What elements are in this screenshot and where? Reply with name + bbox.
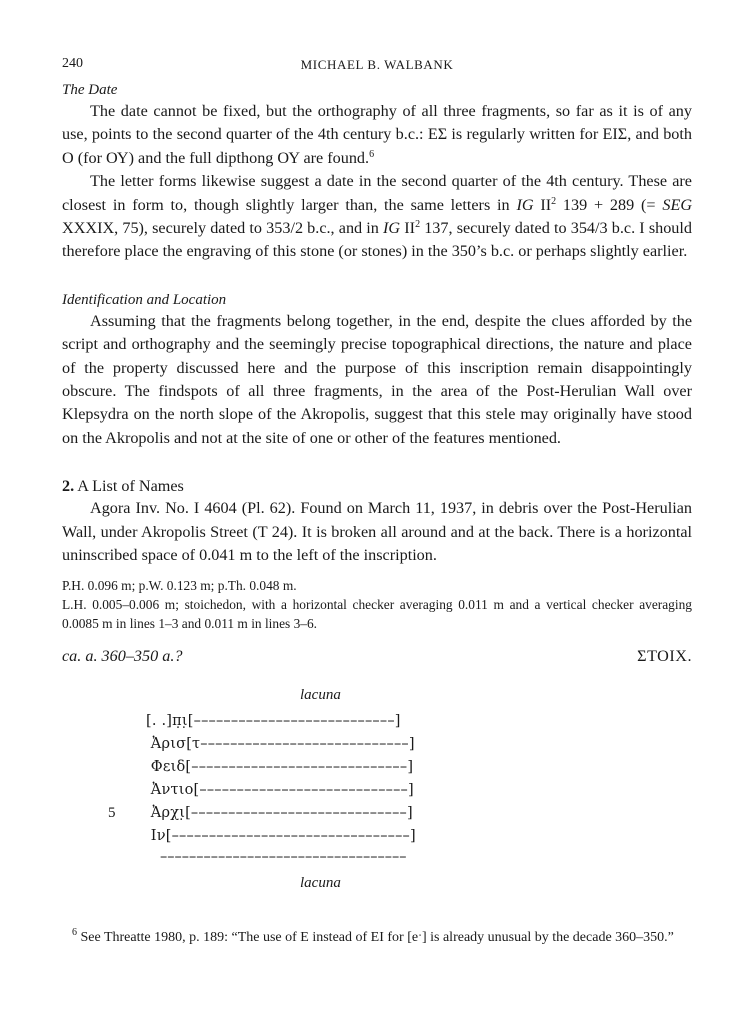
text-italic: SEG: [662, 195, 693, 214]
superscript: 2: [415, 219, 421, 231]
footnote-number: 6: [72, 927, 77, 938]
text-italic: IG: [516, 195, 534, 214]
text-italic: IG: [383, 219, 401, 238]
inscription-date: ca. a. 360–350 a.?: [62, 646, 183, 665]
footnote-text: See Threatte 1980, p. 189: “The use of Ε instead of ΕΙ for [eˑ] is already unusual by the decade 360–350.”: [77, 930, 674, 945]
measurements-line: L.H. 0.005–0.006 m; stoichedon, with a horizontal checker averaging 0.011 m and a vertical checker averaging 0.0085 m in lines 1–3 and 0.011 m in lines 3–6.: [62, 596, 692, 631]
inscription-text: [62, 687, 692, 897]
text: The letter forms likewise suggest a date in the second quarter of the 4th century. These are closest in form to, though slightly larger than, the same letters in: [62, 172, 692, 214]
paragraph-text: The date cannot be fixed, but the orthography of all three fragments, so far as it is of any use, points to the second quarter of the 4th century b.c.: ΕΣ is regularly written for ΕΙΣ, and both Ο (for ΟΥ) and the full dipthong ΟΥ are found.: [62, 102, 692, 167]
paragraph: Agora Inv. No. I 4604 (Pl. 62). Found on March 11, 1937, in debris over the Post-Herulian Wall, under Akropolis Street (T 24). It is broken all around and at the back. There is a horizontal uninscribed space of 0.041 m to the left of the inscription.: [62, 499, 692, 565]
superscript: 2: [551, 195, 557, 207]
lacuna-label-top: lacuna: [300, 686, 341, 703]
section-title-list: [62, 475, 692, 497]
running-head: MICHAEL B. WALBANK: [300, 57, 454, 72]
text: 139 + 289 (=: [556, 195, 663, 214]
inscription-line: [. .]π̣ι̣[–––––––––––––––––––––––––––]: [146, 712, 401, 729]
line-number: 5: [108, 804, 116, 821]
paragraph: [62, 100, 692, 170]
measurements-line: P.H. 0.096 m; p.W. 0.123 m; p.Th. 0.048 m.: [62, 577, 297, 593]
inscription-line: Ιν[––––––––––––––––––––––––––––––––]: [146, 827, 416, 844]
page-body: [62, 56, 692, 897]
section-title-date: The Date: [62, 82, 118, 98]
page-header: [62, 56, 692, 80]
text: 137, securely dated to 354/3 b.c. I should therefore place the engraving of this stone (or stones) in the 350’s b.c. or perhaps slightly earlier.: [62, 219, 692, 261]
lacuna-label-bottom: lacuna: [300, 874, 341, 891]
section-title-text: A List of Names: [74, 477, 184, 496]
inscription-line: Ἀντιο[––––––––––––––––––––––––––––]: [146, 781, 414, 798]
inscription-line: Ἀρχι̣[–––––––––––––––––––––––––––––]: [146, 804, 413, 821]
text: II: [533, 195, 552, 214]
text: XXXIX, 75), securely dated to 353/2 b.c., and in: [62, 219, 384, 238]
inscription-line: Φειδ[–––––––––––––––––––––––––––––]: [146, 758, 414, 775]
lacuna-dash-line: ––––––––––––––––––––––––––––––––––: [160, 848, 407, 865]
footnote: [62, 928, 692, 948]
paragraph: [62, 170, 692, 264]
footnote-ref: 6: [369, 148, 375, 160]
section-title-identification: Identification and Location: [62, 291, 227, 308]
section-number: 2.: [62, 477, 75, 496]
inscription-date-line: [62, 647, 692, 671]
paragraph: Assuming that the fragments belong together, in the end, despite the clues afforded by the script and orthography and the seemingly precise topographical directions, the nature and place of the property discussed here and the purpose of this inscription remain disappointingly obscure. The findspots of all three fragments, in the area of the Post-Herulian Wall over Klepsydra on the north slope of the Akropolis, suggest that this stele may originally have stood on the Akropolis and not at the site of one or other of the features mentioned.: [62, 311, 692, 447]
stoichedon-label: ΣΤΟΙΧ.: [637, 646, 692, 665]
page-number: 240: [62, 56, 83, 71]
text: II: [400, 219, 416, 238]
inscription-line: Ἀρισ[τ––––––––––––––––––––––––––––]: [146, 735, 415, 752]
